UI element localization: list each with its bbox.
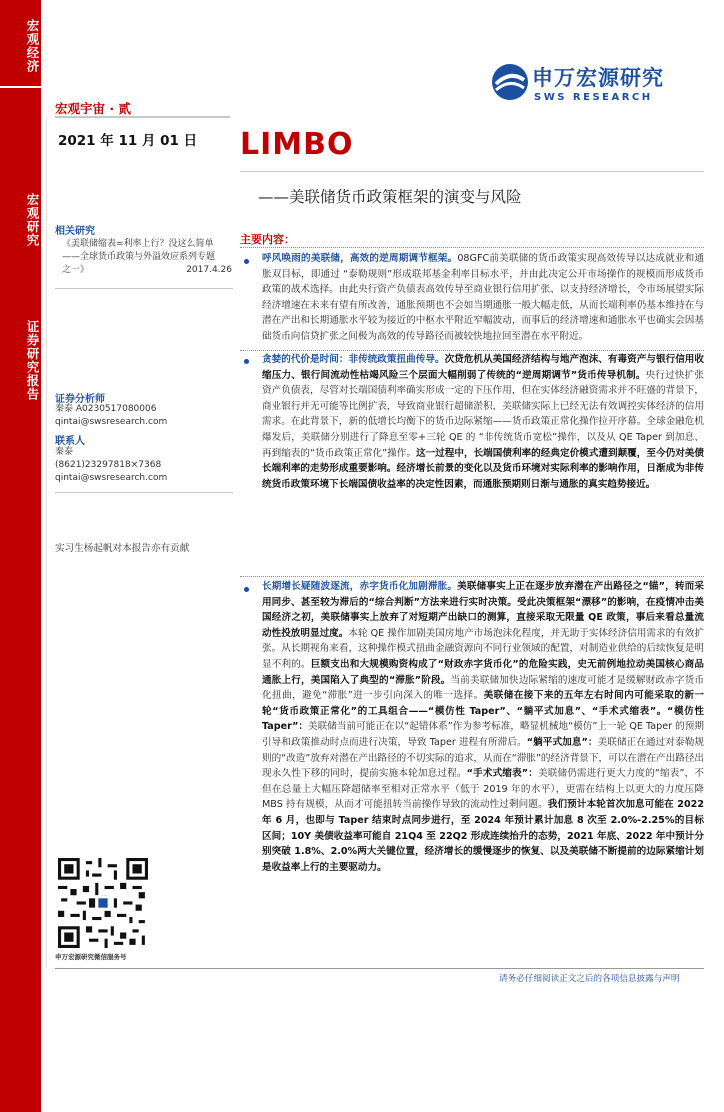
strip-label-macro-research: 宏观研究 xyxy=(25,193,40,247)
paragraph-segment: 美联储当前可能正在以“起错体系”作为参考标准，略显机械地“模仿”上一轮 QE Taper 的预期引导和政策推动时点而进行决策，导致 Taper 进程有所滞后。 xyxy=(262,721,705,748)
paragraph-bold-segment: 这一过程中，长端国债利率的经典定价模式遭到颠覆，至今仍对美债长端利率的走势形成重要影响。经济增长前景的变化以及货币环境对实际利率的影响作用，日渐成为非传统货币政策环境下长端国债收益率的决定性因素，而通胀预期则日渐与通胀的真实趋势接近。 xyxy=(262,447,704,490)
contact-email: qintai@swsresearch.com xyxy=(55,473,168,483)
paragraph-bold-segment: 美联储在接下来的五年左右时间内可能采取的新一轮“货币政策正常化”的工具组合——“模仿性 Taper”、“躺平式加息”、“手术式缩表”。“模仿性 Taper”： xyxy=(262,690,705,733)
related-research-heading: 相关研究 xyxy=(55,226,95,237)
analyst-email: qintai@swsresearch.com xyxy=(55,417,168,427)
paragraph-bold-segment: 美联储事实上正在逐步放弃潜在产出路径之“锚”，转而采用同步、甚至较为滞后的“综合判断”方法来进行实时决策。受此决策框架“漂移”的影响，在疫情冲击美国经济之初，美联储事实上放弃了对短期产出缺口的测算，直接采取无限量 QE 政策，事后来看总量流动性投放明显过度。 xyxy=(262,581,704,639)
footer-rule xyxy=(55,968,704,969)
intern-note: 实习生杨起帆对本报告亦有贡献 xyxy=(55,543,190,554)
report-date: 2021 年 11 月 01 日 xyxy=(58,133,198,149)
qr-caption: 申万宏源研究微信服务号 xyxy=(55,953,127,961)
contact-phone: (8621)23297818×7368 xyxy=(55,460,162,470)
paragraph-bold-segment: 我们预计本轮首次加息可能在 2022 年 6 月，也即与 Taper 结束时点同步进行，至 2024 年预计累计加息 8 次至 2.0%-2.25%的目标区间；10Y 美债收益率可能自 21Q4 至 22Q2 形成连续抬升的态势，2021 年底、2022 年中预计分别突破 1.8%、2.0%两大关键位置，经济增长的缓慢逐步的恢复、以及美联储不断提前的边际紧缩计划是收益率上行的主要驱动力。 xyxy=(262,799,704,873)
analyst-heading: 证券分析师 xyxy=(55,394,105,405)
series-label: 宏观宇宙 · 贰 xyxy=(55,101,131,116)
sws-logo-icon xyxy=(490,62,530,102)
paragraph-segment: 央行过快扩张资产负债表，尽管对长端国债利率确实形成一定的下压作用，但在实体经济融资需求并不旺盛的背景下，商业银行并无可能等比例扩表，导致商业银行超储淤积，美联储实际上已经无法有效调控实体经济的信用需求。在此背景下，新的低增长均衡下的货币边际紧缩——货币政策正常化操作拉开序幕。全球金融危机爆发后，美联储分别进行了降息至零+三轮 QE 的 “非传统货币宽松”操作，以及从 QE Taper 到加息、再到缩表的“货币政策正常化”操作。 xyxy=(262,369,705,459)
series-rule xyxy=(55,116,230,118)
main-paragraph-3 xyxy=(262,579,704,875)
paragraph-segment: 美联储正在通过对泰勒规则的“改造”放弃对潜在产出路径的不切实际的追求，从而在“滞胀”的经济背景下，可以在潜在产出路径出现永久性下移的同时，提前实施本轮加息过程。 xyxy=(262,736,705,780)
paragraph-segment: 当前美联储加快边际紧缩的速度可能才是缓解财政赤字货币化扭曲，避免“滞胀”进一步引向深入的唯一选择。 xyxy=(262,674,704,702)
strip-label-securities-report: 证券研究报告 xyxy=(25,319,40,401)
related-research-entry xyxy=(62,238,232,277)
main-heading: 主要内容： xyxy=(240,233,295,246)
brand-name-en: SWS RESEARCH xyxy=(534,92,653,103)
related-line: 《美联储缩表=利率上行？没这么简单 xyxy=(62,239,214,249)
paragraph-segment: 美联储仍需进行更大力度的“缩表”，不但在总量上大幅压降超储率至相对正常水平（低于 2019 年的水平），更需在结构上以更大的力度压降 MBS 持有规模，从而才可能扭转当前操作导致的流动性过剩问题。 xyxy=(262,768,704,811)
paragraph-bold-segment: “躺平式加息”： xyxy=(526,736,598,748)
paragraph-bold-segment: “手术式缩表”： xyxy=(466,768,538,780)
contact-info xyxy=(55,446,167,485)
paragraph-lead: 呼风唤雨的美联储，高效的逆周期调节框架。 xyxy=(262,253,458,264)
left-strip xyxy=(0,0,41,1024)
paragraph-bold-segment: 巨额支出和大规模购资构成了“财政赤字货币化”的危险实践，史无前例地拉动美国核心商品通胀上行，美国陷入了典型的“滞胀”阶段。 xyxy=(262,658,705,686)
paragraph-segment: 本轮 QE 操作加剧美国房地产市场泡沫化程度，并无助于实体经济信用需求的有效扩张。从长期视角来看，这种操作模式扭曲金融资源向不同行业领域的配置，对制造业供给的后续恢复是明显不利的。 xyxy=(262,627,704,670)
paragraph-bold-segment: 次贷危机从美国经济结构与地产泡沫、有毒资产与银行信用收缩压力、银行间流动性枯竭风险三个层面大幅削弱了传统的“逆周期调节”货币传导机制。 xyxy=(262,354,705,381)
paragraph-lead: 长期增长疑随波逐流，赤字货币化加剧滞胀。 xyxy=(262,581,458,592)
contact-heading: 联系人 xyxy=(55,436,85,447)
analyst-line: 秦泰 A0230517080006 xyxy=(55,404,157,414)
related-date: 2017.4.26 xyxy=(186,265,232,275)
bullet-icon xyxy=(244,359,249,364)
main-paragraph-1 xyxy=(262,251,704,345)
report-subtitle: ——美联储货币政策框架的演变与风险 xyxy=(258,188,522,206)
main-paragraph-2 xyxy=(262,352,704,492)
analyst-info xyxy=(55,403,167,429)
strip-label-macro-economy: 宏观经济 xyxy=(25,19,40,73)
footer-disclaimer: 请务必仔细阅读正文之后的各项信息披露与声明 xyxy=(499,974,680,984)
wechat-qr-code xyxy=(58,858,148,948)
title-rule xyxy=(240,171,704,172)
paragraph-lead: 贪婪的代价是时间：非传统政策扭曲传导。 xyxy=(262,354,445,365)
paragraph-segment: 08GFC前美联储的货币政策实现高效传导以达成就业和通胀双目标，即通过 “泰勒规则”形成联邦基金利率目标水平，并由此决定公开市场操作的规模而形成货币政策的战术选择。由此央行资产负债表高效传导至商业银行信用扩张、以支持经济增长，令市场展望实际经济增速在未来有望有所改善，通胀预期也不会如当期通胀一般大幅走低，从而长端利率仍基本维持在与潜在产出和长期通胀水平较为接近的中枢水平附近窄幅波动，而事后的经济增速和通胀水平也确实会因基础货币向信贷扩张之间极为高效的传导路径而被较快地拉回至潜在水平附近。 xyxy=(262,253,705,342)
bullet-icon xyxy=(244,587,249,592)
contact-line: 秦泰 xyxy=(55,447,74,457)
report-title: LIMBO xyxy=(240,127,354,162)
bullet-icon xyxy=(244,259,249,264)
related-line: ——全球货币政策与外溢效应系列专题 xyxy=(62,252,216,262)
brand-name-cn: 申万宏源研究 xyxy=(532,66,664,90)
related-line: 之一》 xyxy=(62,265,90,275)
